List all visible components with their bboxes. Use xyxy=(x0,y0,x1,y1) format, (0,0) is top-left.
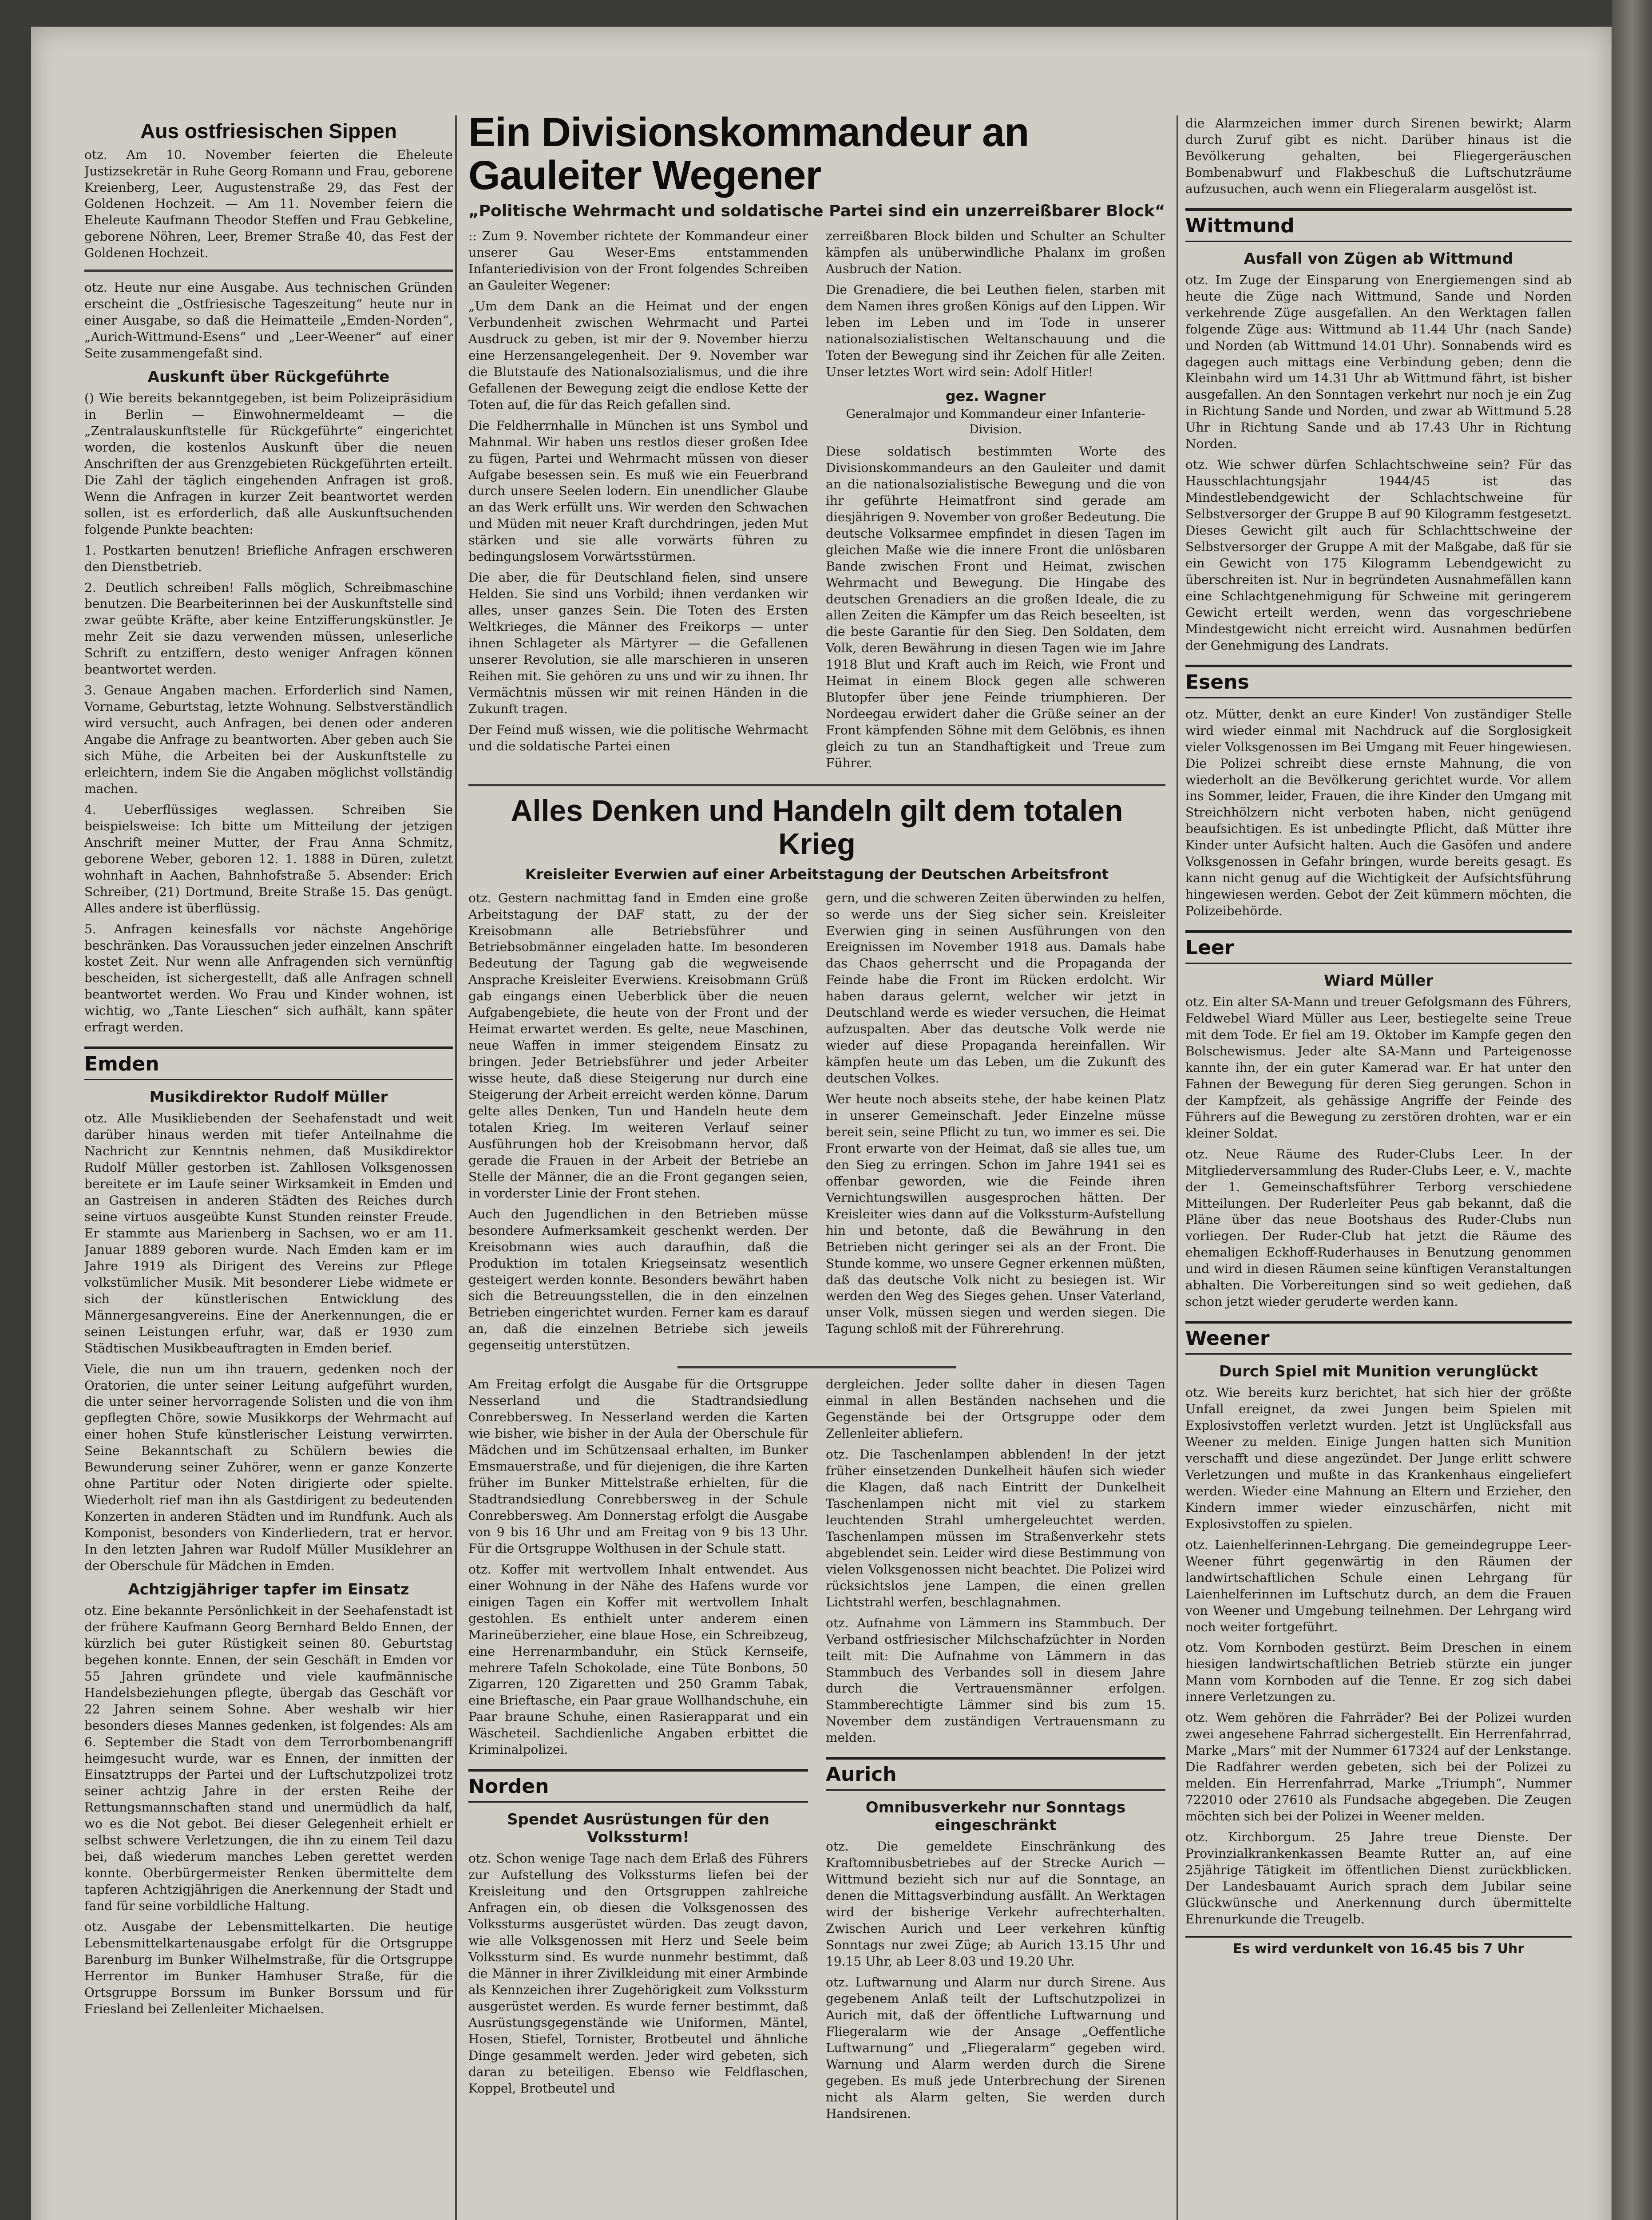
div-text-8: Diese soldatisch bestimmten Worte des Divisionskommandeurs an den Gauleiter und damit an die nationalsozialistische Bewegung und die von ihr geführte Heimatfront sind gerade am diesjährigen 9. November von großer Bedeutung. Die deutsche Volksarmee empfindet in diesen Tagen im gleichen Maße wie die innere Front die unlösbaren Bande zwischen Front und Heimat, zwischen Wehrmacht und Bewegung. Die Hingabe des deutschen Grenadiers an die großen Ideale, die zu allen Zeiten die Kämpfer um das Reich beseelten, ist die beste Garantie für den Sieg. Den Soldaten, dem Volk, deren Bewährung in diesen Tagen wie im Jahre 1918 Blut und Kraft auch im Reich, wie Front und Heimat in einem Block gegen alle schweren Blutopfer über jene Feinde triumphieren. Der Nordeegau erwidert daher die Grüße seiner an der Front kämpfenden Söhne mit dem Gelöbnis, es ihnen gleich zu tun an Standhaftigkeit und Treue zum Führer. xyxy=(826,444,1165,771)
ausgabe-text: otz. Heute nur eine Ausgabe. Aus technischen Gründen erscheint die „Ostfriesische Tageszeitung“ heute nur in einer Ausgabe, so daß die Heimatteile „Emden-Norden“, „Aurich-Wittmund-Esens“ und „Leer-Weener“ auf einer Seite zusammengefaßt sind. xyxy=(84,280,453,361)
section-norden: Norden xyxy=(468,1769,808,1803)
total-text-4: Wer heute noch abseits stehe, der habe keinen Platz in unserer Gemeinschaft. Jeder Einzelne müsse bereit sein, seine Pflicht zu tun, wo immer es sei. Die Front erwarte von der Heimat, daß sie alles tue, um den Sieg zu erringen. Schon im Jahre 1941 sei es offenbar geworden, wie die Feinde ihren Vernichtungswillen ausgesprochen hätten. Der Kreisleiter wies dann auf die Volkssturm-Aufstellung hin und betonte, daß die Bewährung in den Betrieben nicht geringer sei als an der Front. Die Stunde komme, wo unsere Gegner erkennen müßten, daß das deutsche Volk nicht zu besiegen ist. Wir werden den Weg des Sieges gehen. Unser Vaterland, unser Volk, müssen siegen und werden siegen. Die Tagung schloß mit der Führerehrung. xyxy=(826,1092,1165,1336)
div-text-7: Die Grenadiere, die bei Leuthen fielen, starben mit dem Namen ihres großen Königs auf den Lippen. Wir leben im Leben und im Tode in unserer nationalsozialistischen Weltanschauung und die Toten der Bewegung sind ihr Zeichen für alle Zeiten. Unser letztes Wort wird sein: Adolf Hitler! xyxy=(826,282,1165,379)
rueck-title: Auskunft über Rückgeführte xyxy=(147,368,390,386)
section-emden: Emden xyxy=(84,1047,453,1080)
div-text-3: Die Feldherrnhalle in München ist uns Symbol und Mahnmal. Wir haben uns restlos dieser großen Idee zu fügen, Partei und Wehrmacht müssen von dieser Aufgabe besessen sein. Es muß wie ein Feuerbrand durch unsere Seelen lodern. Ein unendlicher Glaube an das Werk erfüllt uns. Wir werden den Schwachen und Müden mit neuer Kraft durchdringen, jeden Mut stärken und sie alle vorwärts führen zu bedingungslosem Vorwärtsstürmen. xyxy=(468,418,808,564)
bottom-mid-text-2: otz. Die Taschenlampen abblenden! In der jetzt früher einsetzenden Dunkelheit häufen sich wieder die Klagen, daß nach Eintritt der Dunkelheit Taschenlampen nicht mit viel zu starkem leuchtenden Strahl umhergeleuchtet werden. Taschenlampen müssen im Straßenverkehr stets abgeblendet sein. Leider wird diese Bestimmung von vielen Volksgenossen nicht beachtet. Die Polizei wird rücksichtslos jene Lampen, die einen grellen Lichtstrahl werfen, beschlagnahmen. xyxy=(826,1447,1165,1610)
newspaper-page xyxy=(31,27,1612,2220)
section-aurich: Aurich xyxy=(826,1757,1165,1791)
weener-text-2: otz. Laienhelferinnen-Lehrgang. Die gemeindegruppe Leer-Weener führt gegenwärtig in den Räumen der landwirtschaftlichen Schule einen Lehrgang für Laienhelferinnen im Luftschutz durch, an dem die Frauen von Weener und Umgebung teilnehmen. Der Lehrgang wird noch weiter fortgeführt. xyxy=(1185,1537,1572,1634)
div-text-5: Der Feind muß wissen, wie die politische Wehrmacht und die soldatische Partei einen xyxy=(468,722,808,753)
achtzig-title: Achtzigjähriger tapfer im Einsatz xyxy=(128,1580,409,1598)
mueller-text-1: otz. Alle Musikliebenden der Seehafenstadt und weit darüber hinaus werden mit tiefer Anteilnahme die Nachricht zur Kenntnis nehmen, daß Musikdirektor Rudolf Müller gestorben ist. Zahllosen Volksgenossen bereitete er im Laufe seiner Wirksamkeit in Emden und an Gastreisen in anderen Städten des Reiches durch seine virtuos ausgeübte Kunst Stunden reinster Freude. Er stammte aus Marienberg in Sachsen, wo er am 11. Januar 1889 geboren wurde. Nach Emden kam er im Jahre 1919 als Dirigent des Vereins zur Pflege volkstümlicher Musik. Mit besonderer Liebe widmete er sich der künstlerischen Entwicklung des Männergesangvereins. Eine der Anerkennungen, die er seinen Leistungen erfuhr, war, daß er 1930 zum Städtischen Musikbeauftragten in Emden berief. xyxy=(84,1111,453,1356)
divider xyxy=(677,1366,956,1368)
mueller-title: Musikdirektor Rudolf Müller xyxy=(149,1088,388,1106)
div-text-1: :: Zum 9. November richtete der Kommandeur einer unserer Gau Weser-Ems entstammenden Infanteriedivision von der Front folgendes Schreiben an Gauleiter Wegener: xyxy=(468,229,808,293)
rueck-text-3: 2. Deutlich schreiben! Falls möglich, Schreibmaschine benutzen. Die Bearbeiterinnen bei der Auskunftstelle sind zwar geübte Kräfte, aber keine Entzifferungskünstler. Je mehr Zeit sie dazu verwenden müssen, unleserliche Schrift zu entziffern, desto weniger Anfragen können beantwortet werden. xyxy=(84,580,453,677)
total-text-2: Auch den Jugendlichen in den Betrieben müsse besondere Aufmerksamkeit geschenkt werden. Der Kreisobmann wies auch daraufhin, daß die Produktion im totalen Kriegseinsatz wesentlich gesteigert werden konnte. Besonders bewährt haben sich die Betreuungsstellen, die in den einzelnen Betrieben eingerichtet wurden. Ferner kam es darauf an, daß die einzelnen Betriebe sich jeweils gegenseitig unterstützen. xyxy=(468,1206,808,1353)
main-subhead: „Politische Wehrmacht und soldatische Partei sind ein unzerreißbarer Block“ xyxy=(468,202,1165,221)
sippen-title: Aus ostfriesischen Sippen xyxy=(140,119,397,143)
division-article xyxy=(468,228,1165,776)
weener-text-4: otz. Wem gehören die Fahrräder? Bei der Polizei wurden zwei angesehene Fahrrad sichergestellt. Ein Herrenfahrrad, Marke „Mars“ mit der Nummer 617324 auf der Lenkstange. Die Radfahrer werden gebeten, sich bei der Polizei zu melden. Ein Herrenfahrrad, Marke „Triumph“, Nummer 722010 oder 27610 als Fundsache abgegeben. Die Zeugen möchten sich bei der Polizei in Weener melden. xyxy=(1185,1710,1572,1824)
total-article xyxy=(468,890,1165,1359)
weener-text-3: otz. Vom Kornboden gestürzt. Beim Dreschen in einem hiesigen landwirtschaftlichen Betrieb stürzte ein junger Mann vom Kornboden auf die Tenne. Er zog sich dabei innere Verletzungen zu. xyxy=(1185,1640,1572,1705)
section-wittmund: Wittmund xyxy=(1185,208,1572,242)
bottom-mid-text-3: otz. Aufnahme von Lämmern ins Stammbuch. Der Verband ostfriesischer Milchschafzüchter in Norden teilt mit: Die Aufnahme von Lämmern in das Stammbuch des Verbandes soll in diesem Jahre durch die Vertrauensmänner erfolgen. Stammberechtigte Lämmer sind bis zum 15. November dem zuständigen Vertrauensmann zu melden. xyxy=(826,1615,1165,1745)
leer-text-2: otz. Neue Räume des Ruder-Clubs Leer. In der Mitgliederversammlung des Ruder-Clubs Leer, e. V., machte der 1. Gemeinschaftsführer Terborg verschiedene Mitteilungen. Der Ruderleiter Peus gab bekannt, daß die Pläne über das neue Bootshaus des Ruder-Clubs nun vorliegen. Der Ruder-Club hat jetzt die Räume des ehemaligen Eckhoff-Ruderhauses in Benutzung genommen und wird in diesen Räumen seine künftigen Veranstaltungen abhalten. Die Vorbereitungen sind so weit gediehen, daß schon jetzt wieder geruderte werden kann. xyxy=(1185,1146,1572,1309)
section-esens: Esens xyxy=(1185,665,1572,698)
achtzig-text: otz. Eine bekannte Persönlichkeit in der Seehafenstadt ist der frühere Kaufmann Georg Bernhard Beldo Ennen, der kürzlich bei guter Rüstigkeit seinen 80. Geburtstag begehen konnte. Ennen, der sein Geschäft in Emden vor 55 Jahren gründete und viele kaufmännische Handelsbeziehungen pflegte, übergab das Geschäft vor 22 Jahren seinem Sohne. Aber weshalb wir hier besonders dieses Mannes gedenken, ist folgendes: Als am 6. September die Stadt von dem Terrorbombenangriff heimgesucht wurde, war es Ennen, der inmitten der Einsatztrupps der Partei und der Luftschutzpolizei trotz seiner achtzig Jahre in der ersten Reihe der Rettungsmannschaften stand und unermüdlich da half, wo es die Not gebot. Bei dieser Gelegenheit erhielt er selbst schwere Verletzungen, die ihn zu einem Teil dazu bei, daß wiederum manches Leben gerettet werden konnte. Oberbürgermeister Renken übermittelte dem tapferen Achtzigjährigen die Anerkennung der Stadt und fand für seine vorbildliche Haltung. xyxy=(84,1603,453,1914)
esens-text: otz. Mütter, denkt an eure Kinder! Von zuständiger Stelle wird wieder einmal mit Nachdruck auf die Sorglosigkeit vieler Volksgenossen im Bei Umgang mit Feuer hingewiesen. Die Polizei schreibt diese ernste Mahnung, die von wiederholt an die Bevölkerung gerichtet wurde. Vor allem ins Sommer, leider, Frauen, die ihre Kinder den Umgang mit Streichhölzern nicht verboten haben, nicht genügend beaufsichtigen. Es ist unbedingte Pflicht, daß Mütter ihre Kinder unter Aufsicht halten. Auch die Gasöfen und andere Volksgenossen in Gefahr bringen, wurde bereits gesagt. Es kann nicht genug auf die Wichtigkeit der Aufsichtsführung hingewiesen werden. Gebot der Zeit kümmern möchten, die Polizeibehörde. xyxy=(1185,706,1572,919)
aurich-text-1: otz. Die gemeldete Einschränkung des Kraftomnibusbetriebes auf der Strecke Aurich — Wittmund bezieht sich nur auf die Sonntage, an denen die Mittagsverbindung ausfällt. An Werktagen wird der bisherige Verkehr aufrechterhalten. Zwischen Aurich und Leer verkehren künftig Sonntags nur zwei Züge; ab Aurich 13.15 Uhr und 19.15 Uhr, ab Leer 8.03 und 19.20 Uhr. xyxy=(826,1839,1165,1969)
rueck-text-2: 1. Postkarten benutzen! Briefliche Anfragen erschweren den Dienstbetrieb. xyxy=(84,543,453,574)
bottom-left-text-2: otz. Koffer mit wertvollem Inhalt entwendet. Aus einer Wohnung in der Nähe des Hafens wurde vor einigen Tagen ein Koffer mit wertvollem Inhalt gestohlen. Es enthielt unter anderem einen Marineüberzieher, eine blaue Hose, ein Schreibzeug, eine Herrenarmbanduhr, ein Stück Kernseife, mehrere Tafeln Schokolade, eine Tüte Bonbons, 50 Zigarren, 120 Zigaretten und 250 Gramm Tabak, eine Brieftasche, ein Paar graue Wollhandschuhe, ein Paar braune Schuhe, einen Rasierapparat und ein Wäscheteil. Sachdienliche Angaben erbittet die Kriminalpolizei. xyxy=(468,1562,808,1757)
signature: gez. Wagner xyxy=(945,387,1046,404)
bottom-left-text-1: Am Freitag erfolgt die Ausgabe für die Ortsgruppe Nesserland und die Stadtrandsiedlung Conrebbersweg. In Nesserland werden die Karten wie bisher, wie bisher in der Aula der Oberschule für Mädchen und im Schützensaal erhalten, im Bunker Emsmauerstraße, und für diejenigen, die ihre Karten früher im Bunker Mittelstraße erhielten, für die Stadtrandsiedlung Conrebbersweg in der Schule Conrebbersweg. Am Donnerstag erfolgt die Ausgabe von 9 bis 16 Uhr und am Freitag von 9 bis 13 Uhr. Für die Ortsgruppe Wolthusen in der Schule statt. xyxy=(468,1377,808,1556)
divider xyxy=(84,270,453,272)
weener-text-1: otz. Wie bereits kurz berichtet, hat sich hier der größte Unfall ereignet, da zwei Jungen beim Spielen mit Explosivstoffen verletzt wurden. Jetzt ist Unglücksfall aus Weener zu melden. Einige Jungen hatten sich Munition verschafft und diese angezündet. Der Junge erlitt schwere Verletzungen und mußte in das Krankenhaus eingeliefert werden. Wieder eine Mahnung an Eltern und Erzieher, den Kindern immer wieder einzuschärfen, nicht mit Explosivstoffen zu spielen. xyxy=(1185,1385,1572,1531)
section-leer: Leer xyxy=(1185,930,1572,964)
norden-text: otz. Schon wenige Tage nach dem Erlaß des Führers zur Aufstellung des Volkssturms liefen bei der Kreisleitung und den Ortsgruppen zahlreiche Anfragen ein, ob diesen die Volksgenossen des Volkssturms ausgerüstet würden. Das zeugt davon, wie alle Volksgenossen mit Herz und Seele beim Volkssturm sind. Es wurde nunmehr bestimmt, daß die Männer in ihrer Zivilkleidung mit einer Armbinde als Kennzeichen ihrer Zugehörigkeit zum Volkssturm ausgerüstet werden. Es wurde ferner bestimmt, daß Ausrüstungsgegenstände wie Uniformen, Mäntel, Hosen, Stiefel, Tornister, Brotbeutel und ähnliche Dinge gesammelt werden. Jeder wird gebeten, sich daran zu beteiligen. Ebenso wie Feldflaschen, Koppel, Brotbeutel und xyxy=(468,1851,808,2096)
blackout-note: Es wird verdunkelt von 16.45 bis 7 Uhr xyxy=(1185,1936,1572,1957)
lebens-text: otz. Ausgabe der Lebensmittelkarten. Die heutige Lebensmittelkartenausgabe erfolgt für die Ortsgruppe Barenburg im Bunker Wilhelmstraße, für die Ortsgruppe Herrentor im Bunker Hamhuser Straße, für die Ortsgruppe Borssum im Bunker Borssum und für Friesland bei Zellenleiter Michaelsen. xyxy=(84,1919,453,2016)
div-text-2: „Um dem Dank an die Heimat und der engen Verbundenheit zwischen Wehrmacht und Partei Ausdruck zu geben, ist mir der 9. November hierzu eine Herzensangelegenheit. Der 9. November war die Blutstaufe des Nationalsozialismus, und die ihre Gefallenen der Bewegung zeigt die endlose Kette der Toten auf, die für das Reich gefallen sind. xyxy=(468,299,808,412)
alarm-text: die Alarmzeichen immer durch Sirenen bewirkt; Alarm durch Zuruf gibt es nicht. Darüber hinaus ist die Bevölkerung gehalten, bei Fliegergeräuschen Bombenabwurf und Flakbeschuß die Luftschutzräume aufzusuchen, auch wenn ein Fliegeralarm ausgelöst ist. xyxy=(1185,116,1572,196)
aurich-title: Omnibusverkehr nur Sonntags eingeschränkt xyxy=(865,1799,1126,1835)
left-column xyxy=(84,115,453,2220)
norden-title: Spendet Ausrüstungen für den Volkssturm! xyxy=(507,1811,769,1847)
signature-title: Generalmajor und Kommandeur einer Infanterie-Division. xyxy=(846,407,1145,436)
section-weener: Weener xyxy=(1185,1321,1572,1355)
leer-title: Wiard Müller xyxy=(1323,972,1434,990)
main-column xyxy=(468,111,1165,2220)
bottom-mid-text-1: dergleichen. Jeder sollte daher in diesen Tagen einmal in allen Beständen nachsehen und die Gegenstände bei der Ortsgruppe oder dem Zellenleiter abliefern. xyxy=(826,1377,1165,1441)
wittmund-text-1: otz. Im Zuge der Einsparung von Energiemengen sind ab heute die Züge nach Wittmund, Sande und Norden verkehrende Züge ausgefallen. An den Werktagen fallen folgende Züge aus: Wittmund ab 11.44 Uhr (nach Sande) und Norden (ab Wittmund 14.01 Uhr). Sonnabends wird es dagegen auch mittags eine Verbindung geben; denn die Kleinbahn wird um 14.31 Uhr ab Wittmund fährt, ist bisher ausgefallen. An den Sonntagen verkehrt nur noch je ein Zug in Richtung Sande und Norden, und zwar ab Wittmund 5.28 Uhr in Richtung Sande und ab 17.43 Uhr in Richtung Norden. xyxy=(1185,272,1572,452)
rueck-text-4: 3. Genaue Angaben machen. Erforderlich sind Namen, Vorname, Geburtstag, letzte Wohnung. Selbstverständlich wird versucht, auch Anfragen, bei denen oder anderen Angabe die Anfrage zu beantworten. Aber geben auch Sie sich Mühe, die Arbeiten bei der Auskunftstelle zu erleichtern, indem Sie die Angaben möglichst vollständig machen. xyxy=(84,683,453,796)
mueller-text-2: Viele, die nun um ihn trauern, gedenken noch der Oratorien, die unter seiner Leitung aufgeführt wurden, die unter seiner hervorragende Solisten und die von ihm gepflegten Chöre, sowie Musikkorps der Wehrmacht auf einer hohen Stufe künstlerischer Leistung verwirrten. Seine Bekanntschaft zu Schülern bewies die Bewunderung seiner Zuhörer, wenn er ganze Konzerte ohne Partitur oder Noten dirigierte oder spielte. Wiederholt rief man ihn als Gastdirigent zu bedeutenden Konzerten in anderen Städten und im Rundfunk. Auch als Komponist, besonders von Kinderliedern, trat er hervor. In den letzten Jahren war Rudolf Müller Musiklehrer an der Oberschule für Mädchen in Emden. xyxy=(84,1361,453,1573)
rueck-text-1: () Wie bereits bekanntgegeben, ist beim Polizeipräsidium in Berlin — Einwohnermeldeamt — die „Zentralauskunftstelle für Rückgeführte“ eingerichtet worden, die kostenlos Auskunft über die neuen Anschriften der aus Grenzgebieten Rückgeführten erteilt. Die Zahl der täglich eingehenden Anfragen ist groß. Wenn die Anfragen in kurzer Zeit beantwortet werden sollen, ist es erforderlich, daß alle Auskunftsuchenden folgende Punkte beachten: xyxy=(84,391,453,537)
total-subhead: Kreisleiter Everwien auf einer Arbeitstagung der Deutschen Arbeitsfront xyxy=(525,865,1109,883)
rueck-text-6: 5. Anfragen keinesfalls vor nächste Angehörige beschränken. Das Voraussuchen jeder einzelnen Anschrift kostet Zeit. Nur wenn alle Anfragenden sich vernünftig bescheiden, ist sichergestellt, daß alle Anfragen schnell beantwortet werden. Wo Frau und Kinder wohnen, ist wichtig, wo „Tante Lieschen“ sich aufhält, kann später erfragt werden. xyxy=(84,921,453,1035)
binding-edge xyxy=(1612,0,1652,2220)
total-text-1: otz. Gestern nachmittag fand in Emden eine große Arbeitstagung der DAF statt, zu der der Kreisobmann alle Betriebsführer und Betriebsobmänner eingeladen hatte. Im besonderen Bedeutung der Tagung gab die wegweisende Ansprache Kreisleiter Everwiens. Kreisobmann Grüß gab eingangs einen Ueberblick über die neuen Aufgabengebiete, die heute von der Front und der Heimat erwartet werden. Es gelte, neue Maschinen, neue Waffen in immer steigendem Einsatz zu bringen. Jeder Betriebsführer und jeder Arbeiter wisse heute, daß diese Steigerung nur durch eine Steigerung der Arbeit erreicht werden könne. Darum gelte alles Denken, Tun und Handeln heute dem totalen Krieg. Im weiteren Verlauf seiner Ausführungen hob der Kreisobmann hervor, daß gerade die Frauen in der Arbeit der Betriebe an Stelle der Männer, die an die Front gegangen seien, in vorderster Linie der Front stehen. xyxy=(468,890,808,1201)
total-text-3: gern, und die schweren Zeiten überwinden zu helfen, so werde uns der Sieg sicher sein. Kreisleiter Everwien ging in seinen Ausführungen von den Ereignissen im November 1918 aus. Damals habe das Chaos geherrscht und die Propaganda der Feinde habe die Front im Rücken erdolcht. Wir haben daraus gelernt, welcher wir jetzt in Deutschland werde es wieder versuchen, die Heimat aufzuspalten. Aber das deutsche Volk werde nie wieder auf diese Propaganda hereinfallen. Wir kämpfen heute um das Leben, um die Zukunft des deutschen Volkes. xyxy=(826,890,1165,1086)
main-headline: Ein Divisionskommandeur an Gauleiter Wegener xyxy=(468,111,1029,198)
aurich-text-2: otz. Luftwarnung und Alarm nur durch Sirene. Aus gegebenem Anlaß teilt der Luftschutzpolizei in Aurich mit, daß der öffentliche Luftwarnung und Fliegeralarm wie der Ansage „Oeffentliche Luftwarnung“ und „Fliegeralarm“ gegeben wird. Warnung und Alarm werden durch die Sirene gegeben. Es muß jede Unterbrechung der Sirenen nicht als Alarm gelten, Sie werden durch Handsirenen. xyxy=(826,1974,1165,2121)
column-rule xyxy=(455,115,457,2220)
rueck-text-5: 4. Ueberflüssiges weglassen. Schreiben Sie beispielsweise: Ich bitte um Mitteilung der jetzigen Anschrift meiner Mutter, der Frau Anna Schmitz, geborene Weber, geboren 12. 1. 1888 in Düren, zuletzt wohnhaft in Aachen, Bahnhofstraße 5. Absender: Erich Schreiber, (21) Dortmund, Breite Straße 15. Das genügt. Alles andere ist überflüssig. xyxy=(84,802,453,916)
leer-text-1: otz. Ein alter SA-Mann und treuer Gefolgsmann des Führers, Feldwebel Wiard Müller aus Leer, bestiegelte seine Treue mit dem Tode. Er fiel am 19. Oktober im Kampfe gegen den Bolschewismus. Jeder alte SA-Mann und Parteigenosse kannte ihn, der ein guter Kamerad war. Er hat unter den Fahnen der Bewegung für deren Sieg gerungen. Schon in der Kampfzeit, als gehässige Angriffe der Feinde des Führers auf die Bewegung zu zerstören drohten, war er ein kleiner Soldat. xyxy=(1185,995,1572,1141)
divider xyxy=(468,784,1165,786)
right-column xyxy=(1185,115,1572,2220)
sippen-text: otz. Am 10. November feierten die Eheleute Justizsekretär in Ruhe Georg Romann und Frau, geborene Kreienberg, Leer, Augustenstraße 29, das Fest der Goldenen Hochzeit. — Am 11. November feiern die Eheleute Kaufmann Theodor Steffen und Frau Gebkeline, geborene Nöhren, Leer, Bremer Straße 40, das Fest der Goldenen Hochzeit. xyxy=(84,147,453,261)
wittmund-text-2: otz. Wie schwer dürfen Schlachtschweine sein? Für das Hausschlachtungsjahr 1944/45 ist das Mindestlebendgewicht der Schlachtschweine für Selbstversorger der Gruppe B auf 90 Kilogramm festgesetzt. Dieses Gewicht gilt auch für Schlachttschweine der Selbstversorger der Gruppe A mit der Maßgabe, daß für sie ein Gewicht von 175 Kilogramm Lebendgewicht zu überschreiten ist. Nur in begründeten Ausnahmefällen kann eine Schlachtgenehmigung für Schweine mit geringerem Gewicht erteilt werden, wenn das vorgeschriebene Mindestgewicht nicht erreicht wird. Ausnahmen bedürfen der Genehmigung des Landrats. xyxy=(1185,457,1572,653)
div-text-6: zerreißbaren Block bilden und Schulter an Schulter kämpfen als unüberwindliche Phalanx im großen Ausbruch der Nation. xyxy=(826,229,1165,277)
total-headline: Alles Denken und Handeln gilt dem totalen Krieg xyxy=(511,794,1123,861)
weener-title: Durch Spiel mit Munition verunglückt xyxy=(1219,1363,1538,1381)
lower-articles xyxy=(468,1376,1165,2126)
weener-text-5: otz. Kirchborgum. 25 Jahre treue Dienste. Der Provinzialkrankenkassen Beamte Rutter an, auf eine 25jährige Tätigkeit im öffentlichen Dienst zurückblicken. Der Landesbauamt Aurich sprach dem Jubilar seine Glückwünsche und Anerkennung durch übermittelte Ehrenurkunde die Treugelb. xyxy=(1185,1829,1572,1927)
wittmund-title: Ausfall von Zügen ab Wittmund xyxy=(1244,250,1513,268)
column-rule xyxy=(1177,115,1178,2220)
div-text-4: Die aber, die für Deutschland fielen, sind unsere Helden. Sie sind uns Vorbild; ihnen verdanken wir alles, unser ganzes Sein. Die Toten des Ersten Weltkrieges, die Männer des Freikorps — unter ihnen Schlageter als Märtyrer — die Gefallenen unserer Revolution, sie alle marschieren in unseren Reihen mit. Sie gehören zu uns und wir zu ihnen. Ihr Vermächtnis müssen wir mit reinen Händen in die Zukunft tragen. xyxy=(468,570,808,716)
